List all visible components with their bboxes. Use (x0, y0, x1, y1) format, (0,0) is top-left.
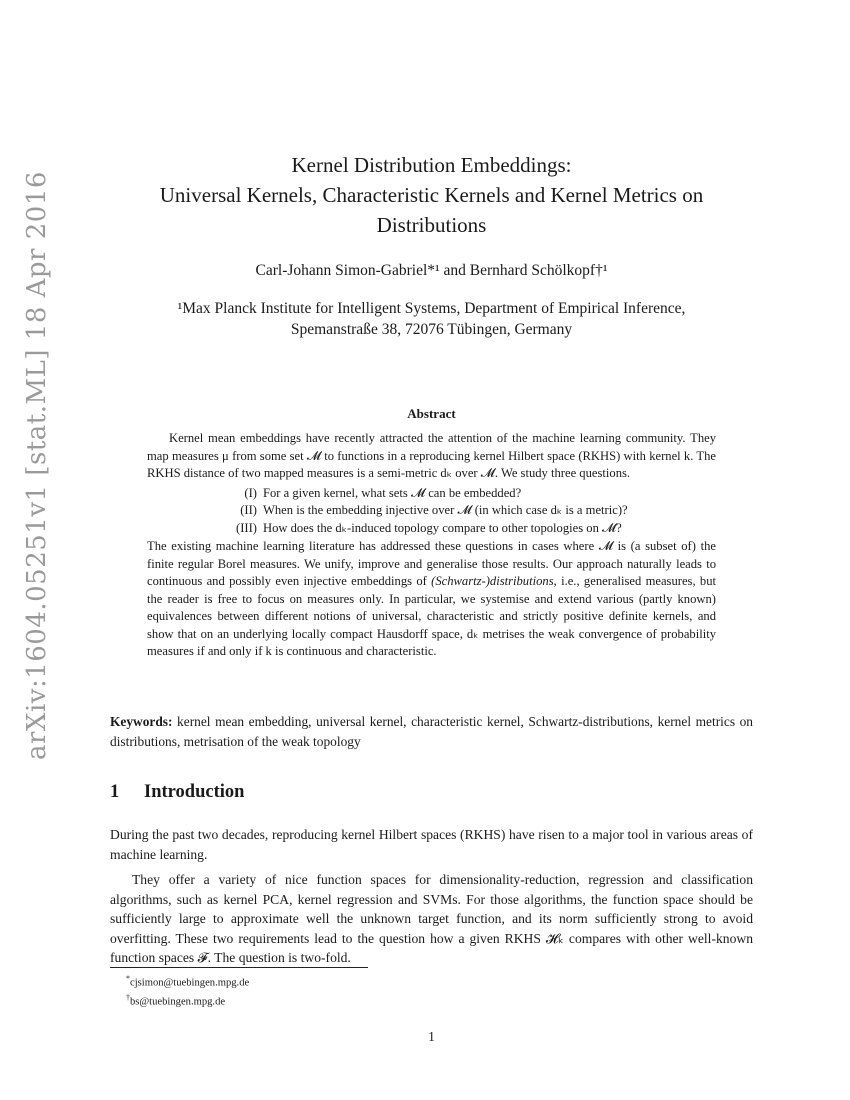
abstract-text: The existing machine learning literature has addressed these questions in cases where 𝓜 is (a subset of) the finite regular Borel measures. We unify, improve and generalise those results. Our approach naturally leads to continuous and possibly even injective embeddings of (147, 539, 716, 588)
abstract-emphasis: (Schwartz-)distributions (431, 574, 554, 588)
abstract-text: , i.e., generalised measures, but the reader is free to focus on measures only. In particular, we systemise and extend various (partly known) equivalences between different notions of universal, characteristic and strictly positive definite kernels, and show that on an underlying locally compact Hausdorff space, dₖ metrises the weak convergence of probability measures if and only if k is continuous and characteristic. (147, 574, 717, 658)
footnote-mark: † (126, 992, 130, 1002)
section-heading (110, 782, 753, 803)
section-number: 1 (110, 782, 120, 802)
arxiv-identifier: arXiv:1604.05251v1 [stat.ML] 18 Apr 2016 (22, 171, 52, 760)
footnote-email: bs@tuebingen.mpg.de (130, 996, 226, 1008)
footnotes (126, 972, 726, 1009)
affiliation (110, 298, 753, 340)
footnote (126, 972, 726, 991)
footnote-mark: * (126, 974, 130, 983)
abstract-heading: Abstract (407, 406, 456, 421)
footnote (126, 991, 726, 1010)
page-number: 1 (428, 1029, 435, 1044)
footnote-divider (110, 967, 368, 968)
body-paragraph: During the past two decades, reproducing kernel Hilbert spaces (RKHS) have risen to a major tool in various areas of machine learning. (110, 827, 753, 862)
paper-title (110, 150, 753, 240)
question-number: (III) (236, 520, 257, 535)
body-paragraph: They offer a variety of nice function spaces for dimensionality-reduction, regression and classification algorithms, such as kernel PCA, kernel regression and SVMs. For those algorithms, the function space should be sufficiently large to approximate well the unknown target function, and its norm sufficiently strong to avoid overfitting. These two requirements lead to the question how a given RKHS 𝓗ₖ compares with other well-known function spaces 𝓕. The question is two-fold. (110, 872, 753, 965)
affiliation-line: Spemanstraße 38, 72076 Tübingen, Germany (290, 321, 573, 338)
author-list: Carl-Johann Simon-Gabriel*¹ and Bernhard Schölkopf†¹ (255, 262, 608, 279)
keywords (110, 712, 753, 752)
abstract-body (147, 430, 716, 661)
keywords-text: kernel mean embedding, universal kernel, characteristic kernel, Schwartz-distributions, kernel metrics on distributions, metrisation of the weak topology (110, 714, 753, 749)
abstract-paragraph (147, 538, 716, 661)
keywords-label: Keywords: (110, 714, 173, 729)
question-text: When is the embedding injective over 𝓜 (in which case dₖ is a metric)? (263, 503, 628, 517)
question-list (147, 485, 716, 538)
footnote-email: cjsimon@tuebingen.mpg.de (130, 977, 250, 989)
title-line: Universal Kernels, Characteristic Kernels and Kernel Metrics on (159, 183, 704, 207)
introduction-body (110, 825, 753, 974)
title-line: Distributions (376, 213, 487, 237)
section-title: Introduction (144, 782, 245, 802)
question-text: For a given kernel, what sets 𝓜 can be embedded? (263, 485, 522, 500)
question-number: (II) (240, 503, 257, 517)
affiliation-line: ¹Max Planck Institute for Intelligent Systems, Department of Empirical Inference, (177, 300, 686, 317)
abstract-paragraph: Kernel mean embeddings have recently attracted the attention of the machine learning community. They map measures μ from some set 𝓜 to functions in a reproducing kernel Hilbert space (RKHS) with kernel k. The RKHS distance of two mapped measures is a semi-metric dₖ over 𝓜. We study three questions. (147, 431, 716, 480)
question-item (227, 502, 716, 520)
title-line: Kernel Distribution Embeddings: (291, 153, 572, 177)
question-number: (I) (244, 485, 257, 500)
question-item (227, 485, 716, 503)
question-item (227, 520, 716, 538)
question-text: How does the dₖ-induced topology compare to other topologies on 𝓜? (263, 520, 622, 535)
